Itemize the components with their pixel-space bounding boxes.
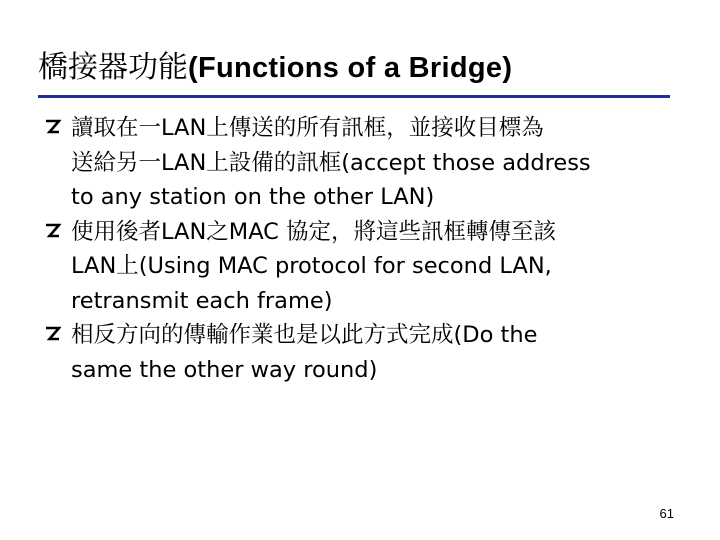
bullet-item (40, 318, 690, 387)
bullet-text-line: 讀取在一LAN上傳送的所有訊框，並接收目標為 (71, 115, 544, 141)
z-bullet-icon (44, 118, 61, 135)
bullet-text-line: 相反方向的傳輸作業也是以此方式完成(Do the (71, 322, 538, 348)
z-bullet-icon (44, 222, 61, 239)
bullet-item (40, 215, 690, 319)
slide-title (38, 48, 512, 88)
bullet-text-line: 使用後者LAN之MAC 協定，將這些訊框轉傳至該 (71, 218, 557, 245)
title-underline-rule (38, 95, 670, 98)
page-number: 61 (659, 506, 674, 521)
slide-title-english: (Functions of a Bridge) (188, 52, 513, 84)
z-bullet-icon (44, 325, 61, 342)
bullet-text-line: to any station on the other LAN) (71, 184, 435, 210)
bullet-text-line: same the other way round) (71, 356, 378, 383)
bullet-text-line: LAN上(Using MAC protocol for second LAN, (71, 253, 552, 279)
bullet-text-line: retransmit each frame) (71, 287, 333, 314)
slide-title-chinese: 橋接器功能 (38, 50, 188, 85)
bullet-text-line: 送給另一LAN上設備的訊框(accept those address (71, 149, 591, 176)
bullet-item (40, 111, 690, 215)
bullet-list (40, 111, 690, 387)
